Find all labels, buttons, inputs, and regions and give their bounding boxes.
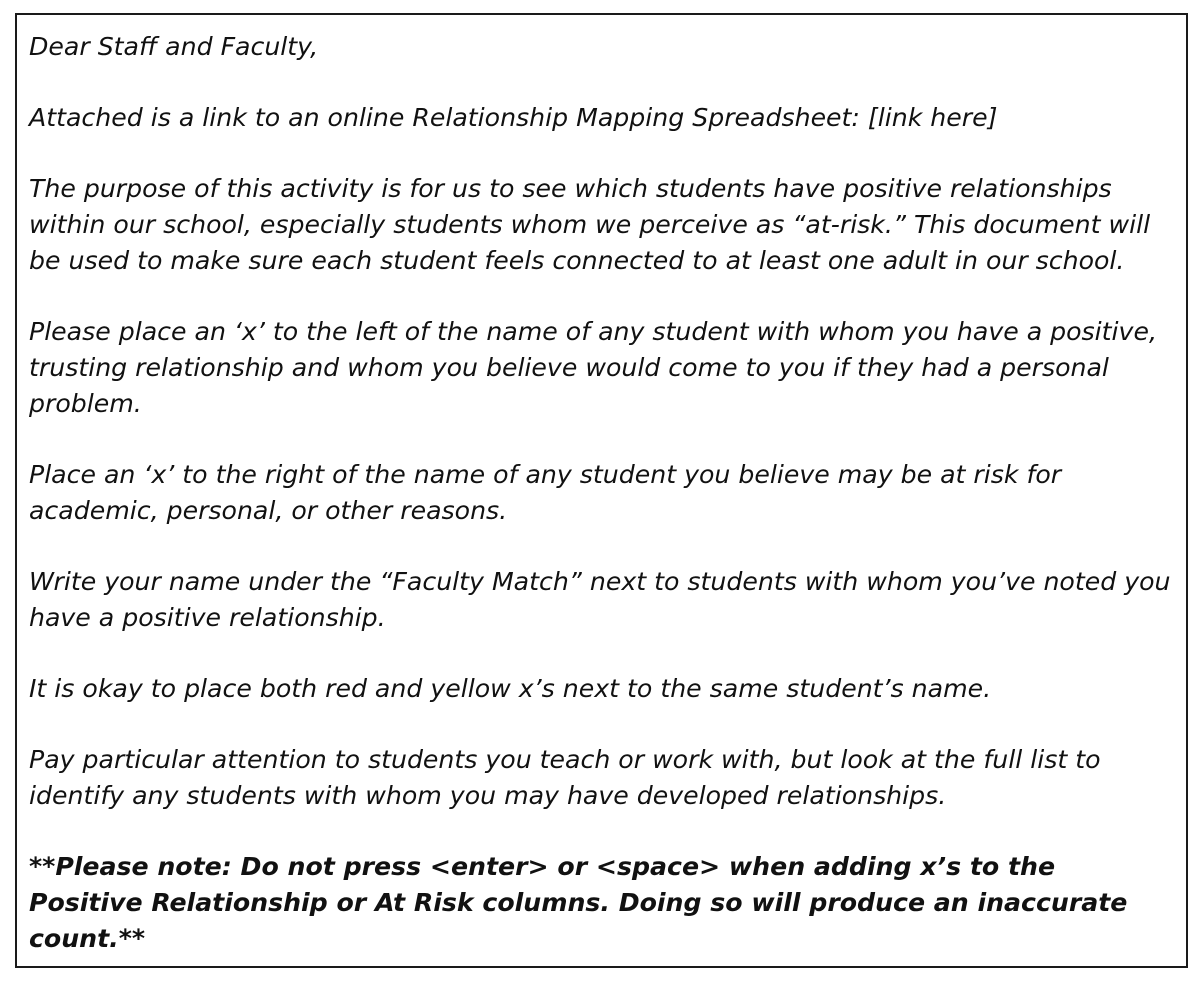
spreadsheet-link-line: Attached is a link to an online Relationship Mapping Spreadsheet: [link here] bbox=[29, 103, 998, 132]
letter-box bbox=[15, 13, 1188, 968]
at-risk-instruction: Place an ‘x’ to the right of the name of any student you believe may be at risk for academic, personal, or other reasons. bbox=[29, 460, 1062, 525]
attention-paragraph: Pay particular attention to students you teach or work with, but look at the full list to identify any students with whom you may have developed relationships. bbox=[29, 745, 1101, 810]
greeting: Dear Staff and Faculty, bbox=[29, 32, 319, 61]
both-marks-note: It is okay to place both red and yellow x’s next to the same student’s name. bbox=[29, 674, 992, 703]
positive-relationship-instruction: Please place an ‘x’ to the left of the name of any student with whom you have a positive, trusting relationship and whom you believe would come to you if they had a personal problem. bbox=[29, 317, 1157, 418]
purpose-paragraph: The purpose of this activity is for us to see which students have positive relationships within our school, especially students whom we perceive as “at-risk.” This document will be used to make sure each student feels connected to at least one adult in our school. bbox=[29, 174, 1151, 275]
faculty-match-instruction: Write your name under the “Faculty Match” next to students with whom you’ve noted you have a positive relationship. bbox=[29, 567, 1171, 632]
warning-note: **Please note: Do not press <enter> or <space> when adding x’s to the Positive Relationship or At Risk columns. Doing so will produce an inaccurate count.** bbox=[29, 852, 1128, 953]
